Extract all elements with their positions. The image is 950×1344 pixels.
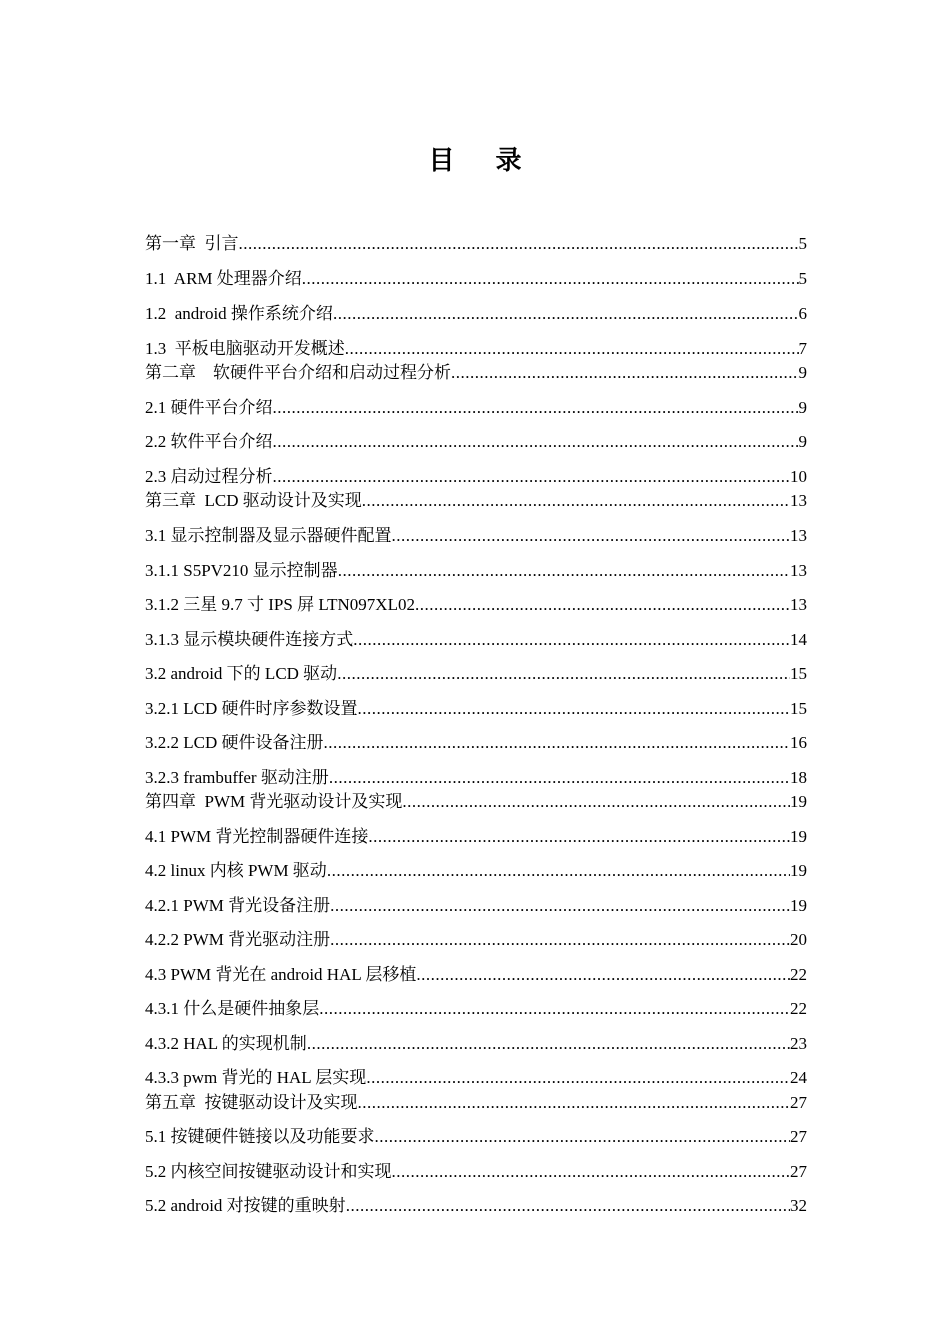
toc-entry[interactable]	[145, 1194, 807, 1218]
toc-page-number: 32	[790, 1196, 807, 1215]
toc-page-number: 5	[798, 234, 807, 253]
toc-page-number: 10	[790, 467, 807, 486]
toc-entry-label: 1.1 ARM 处理器介绍	[145, 269, 302, 288]
toc-entry[interactable]	[145, 1032, 807, 1056]
dot-leader	[273, 396, 799, 420]
toc-entry-label: 3.2.3 frambuffer 驱动注册	[145, 768, 329, 787]
dot-leader	[302, 267, 799, 291]
dot-leader	[402, 790, 790, 814]
toc-page-number: 27	[790, 1127, 807, 1146]
toc-entry[interactable]	[145, 337, 807, 361]
toc-page-number: 19	[790, 792, 807, 811]
toc-entry[interactable]	[145, 302, 807, 326]
dot-leader	[330, 928, 790, 952]
toc-page-number: 13	[790, 595, 807, 614]
toc-entry[interactable]	[145, 593, 807, 617]
toc-entry-label: 3.1.2 三星 9.7 寸 IPS 屏 LTN097XL02	[145, 595, 415, 614]
toc-entry[interactable]	[145, 825, 807, 849]
toc-entry[interactable]	[145, 396, 807, 420]
toc-entry-label: 第二章 软硬件平台介绍和启动过程分析	[145, 363, 451, 382]
dot-leader	[366, 1066, 790, 1090]
toc-page-number: 13	[790, 561, 807, 580]
toc-page-number: 20	[790, 930, 807, 949]
toc-entry-label: 4.2 linux 内核 PWM 驱动	[145, 861, 327, 880]
toc-entry-label: 第一章 引言	[145, 234, 239, 253]
dot-leader	[324, 731, 791, 755]
dot-leader	[415, 593, 790, 617]
toc-entry[interactable]	[145, 361, 807, 385]
toc-entry[interactable]	[145, 731, 807, 755]
toc-entry-label: 3.1 显示控制器及显示器硬件配置	[145, 526, 392, 545]
toc-entry[interactable]	[145, 894, 807, 918]
toc-page-number: 19	[790, 861, 807, 880]
toc-entry-label: 4.1 PWM 背光控制器硬件连接	[145, 827, 369, 846]
toc-entry[interactable]	[145, 859, 807, 883]
dot-leader	[362, 489, 790, 513]
toc-entry[interactable]	[145, 559, 807, 583]
dot-leader	[392, 524, 791, 548]
toc-entry-label: 2.2 软件平台介绍	[145, 432, 273, 451]
toc-entry[interactable]	[145, 1066, 807, 1090]
toc-entry[interactable]	[145, 465, 807, 489]
toc-entry-label: 2.1 硬件平台介绍	[145, 398, 273, 417]
dot-leader	[368, 825, 790, 849]
toc-entry-label: 第五章 按键驱动设计及实现	[145, 1093, 358, 1112]
toc-page-number: 19	[790, 827, 807, 846]
toc-page-number: 22	[790, 965, 807, 984]
dot-leader	[353, 628, 790, 652]
toc-entry-label: 4.3.1 什么是硬件抽象层	[145, 999, 320, 1018]
dot-leader	[338, 559, 790, 583]
toc-entry-label: 1.2 android 操作系统介绍	[145, 304, 333, 323]
page-title: 目 录	[428, 146, 538, 176]
toc-entry-label: 5.2 内核空间按键驱动设计和实现	[145, 1162, 392, 1181]
dot-leader	[337, 662, 790, 686]
toc-page-number: 19	[790, 896, 807, 915]
toc-entry[interactable]	[145, 628, 807, 652]
dot-leader	[239, 232, 799, 256]
toc-page-number: 23	[790, 1034, 807, 1053]
toc-page-number: 14	[790, 630, 807, 649]
toc-entry[interactable]	[145, 963, 807, 987]
toc-entry-label: 3.2 android 下的 LCD 驱动	[145, 664, 338, 683]
toc-page-number: 22	[790, 999, 807, 1018]
toc-entry-label: 4.3.3 pwm 背光的 HAL 层实现	[145, 1068, 367, 1087]
dot-leader	[345, 337, 799, 361]
toc-page-number: 18	[790, 768, 807, 787]
dot-leader	[273, 465, 791, 489]
dot-leader	[273, 430, 799, 454]
toc-entry-label: 1.3 平板电脑驱动开发概述	[145, 339, 345, 358]
toc-page-number: 9	[798, 398, 807, 417]
toc-entry[interactable]	[145, 697, 807, 721]
toc-entry-label: 第四章 PWM 背光驱动设计及实现	[145, 792, 403, 811]
dot-leader	[327, 859, 790, 883]
toc-entry[interactable]	[145, 928, 807, 952]
toc-entry[interactable]	[145, 766, 807, 790]
toc-entry[interactable]	[145, 524, 807, 548]
dot-leader	[346, 1194, 790, 1218]
toc-entry-label: 2.3 启动过程分析	[145, 467, 273, 486]
toc-entry[interactable]	[145, 1091, 807, 1115]
toc-page-number: 15	[790, 664, 807, 683]
toc-entry-label: 3.2.2 LCD 硬件设备注册	[145, 733, 324, 752]
dot-leader	[416, 963, 790, 987]
toc-entry-label: 5.2 android 对按键的重映射	[145, 1196, 346, 1215]
dot-leader	[319, 997, 790, 1021]
toc-entry[interactable]	[145, 1160, 807, 1184]
dot-leader	[358, 1091, 791, 1115]
toc-page-number: 27	[790, 1162, 807, 1181]
toc-entry[interactable]	[145, 1125, 807, 1149]
toc-entry-label: 3.1.1 S5PV210 显示控制器	[145, 561, 338, 580]
toc-entry-label: 3.2.1 LCD 硬件时序参数设置	[145, 699, 358, 718]
dot-leader	[329, 766, 790, 790]
toc-entry[interactable]	[145, 997, 807, 1021]
toc-page-number: 16	[790, 733, 807, 752]
toc-page-number: 6	[798, 304, 807, 323]
toc-page-number: 24	[790, 1068, 807, 1087]
toc-entry[interactable]	[145, 430, 807, 454]
dot-leader	[451, 361, 799, 385]
toc-entry-label: 4.2.2 PWM 背光驱动注册	[145, 930, 331, 949]
toc-entry[interactable]	[145, 790, 807, 814]
toc-entry[interactable]	[145, 662, 807, 686]
toc-entry-label: 4.3.2 HAL 的实现机制	[145, 1034, 307, 1053]
toc-page-number: 5	[798, 269, 807, 288]
toc-page-number: 13	[790, 526, 807, 545]
toc-entry-label: 4.2.1 PWM 背光设备注册	[145, 896, 331, 915]
dot-leader	[333, 302, 799, 326]
toc-entry[interactable]	[145, 232, 807, 256]
toc-entry-label: 第三章 LCD 驱动设计及实现	[145, 491, 362, 510]
toc-page-number: 9	[798, 363, 807, 382]
toc-entry-label: 3.1.3 显示模块硬件连接方式	[145, 630, 354, 649]
toc-entry[interactable]	[145, 489, 807, 513]
dot-leader	[307, 1032, 790, 1056]
toc-entry-label: 4.3 PWM 背光在 android HAL 层移植	[145, 965, 417, 984]
toc-page-number: 7	[798, 339, 807, 358]
dot-leader	[392, 1160, 791, 1184]
dot-leader	[330, 894, 790, 918]
toc-page-number: 13	[790, 491, 807, 510]
toc-page-number: 9	[798, 432, 807, 451]
dot-leader	[375, 1125, 791, 1149]
toc-entry[interactable]	[145, 267, 807, 291]
toc-page-number: 27	[790, 1093, 807, 1112]
dot-leader	[358, 697, 791, 721]
toc-page-number: 15	[790, 699, 807, 718]
toc-entry-label: 5.1 按键硬件链接以及功能要求	[145, 1127, 375, 1146]
